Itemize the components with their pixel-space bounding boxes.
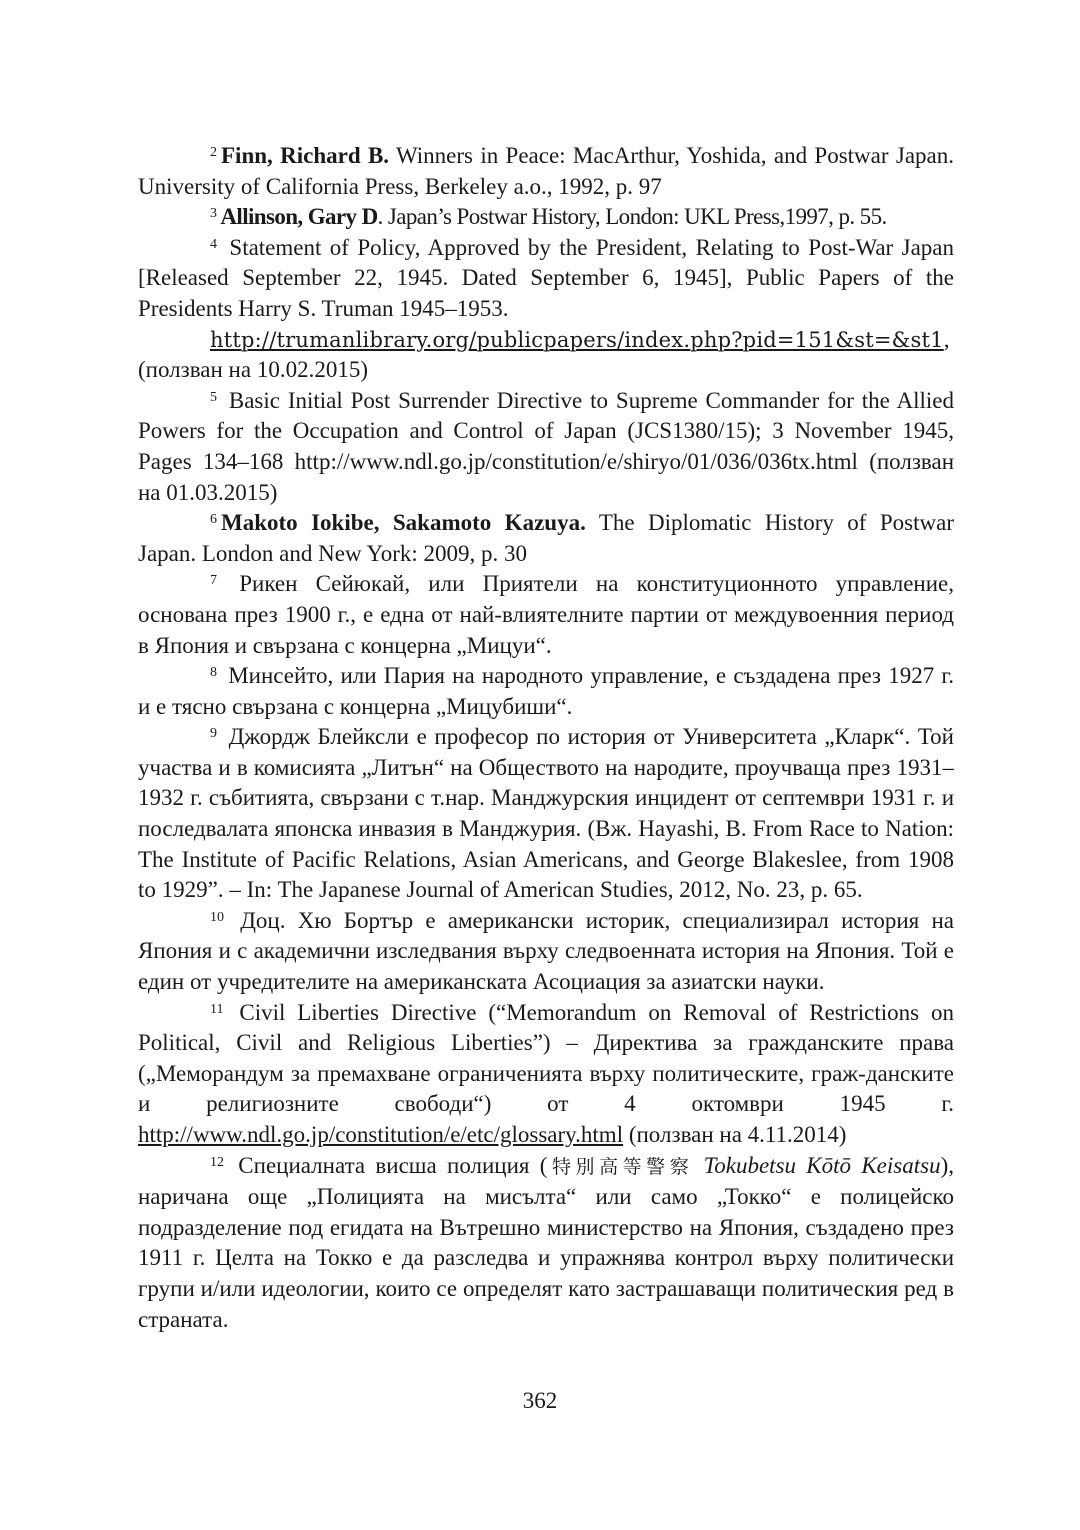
- footnote-author: Makoto Iokibe, Sakamoto Kazuya.: [221, 510, 586, 536]
- footnote-6: [138, 508, 954, 569]
- footnote-12: [138, 1151, 954, 1336]
- footnote-text: Basic Initial Post Surrender Directive to Supreme Commander for the Allied Powers for the Occupation and Control of Japan (JCS1380/15); 3 November 1945, Pages 134–168 http://www.ndl.go.jp/constitution/e/shiryo/01/036/036tx.html (ползван на 01.03.2015): [138, 387, 954, 505]
- footnote-number: 9: [210, 726, 217, 742]
- footnote-5: [138, 386, 954, 508]
- footnote-9: [138, 722, 954, 906]
- footnote-text: Доц. Хю Бортър е американски историк, специализирал история на Япония и с академични изследвания върху следвоенната история на Япония. Той е един от учредителите на американската Асоциация за азиатски науки.: [138, 907, 954, 995]
- japanese-term: 特別高等警察: [547, 1155, 694, 1178]
- truman-library-link[interactable]: http://trumanlibrary.org/publicpapers/index.php?pid=151&st=&st1: [210, 327, 944, 352]
- footnote-author: Allinson, Gary D: [220, 204, 378, 230]
- romaji-term: Tokubetsu Kōtō Keisatsu: [703, 1152, 941, 1178]
- footnote-text: Джордж Блейксли е професор по история от Университета „Кларк“. Той участва и в комисията „Литън“ на Обществото на народите, проучваща през 1931–1932 г. събитията, свързани с т.нар. Манджурския инцидент от септември 1931 г. и последвалата японска инвазия в Манджурия. (Вж. Hayashi, B. From Race to Nation: The Institute of Pacific Relations, Asian Americans, and George Blakeslee, from 1908 to 1929”. – In: The Japanese Journal of American Studies, 2012, No. 23, p. 65.: [138, 724, 954, 903]
- footnote-number: 5: [210, 389, 217, 405]
- footnote-access-date: (ползван на 4.11.2014): [623, 1122, 847, 1147]
- footnote-number: 7: [210, 573, 217, 589]
- footnote-text: Civil Liberties Directive (“Memorandum on Removal of Restrictions on Political, Civil and Religious Liberties”) – Директива за гражданските права („Меморандум за премахване ограниченията върху политическите, граж-данските и религиозните свободи“) от 4 октомври 1945 г.: [138, 999, 954, 1117]
- footnote-number: 11: [210, 1001, 224, 1017]
- footnote-number: 6: [210, 512, 217, 528]
- footnote-text: Рикен Сейюкай, или Приятели на конституционното управление, основана през 1900 г., е една от най-влиятелните партии от междувоенния период в Япония и свързана с концерна „Мицуи“.: [138, 571, 954, 658]
- footnote-8: [138, 661, 954, 722]
- footnote-2: [138, 141, 954, 202]
- footnote-text: Statement of Policy, Approved by the President, Relating to Post-War Japan [Released September 22, 1945. Dated September 6, 1945], Public Papers of the Presidents Harry S. Truman 1945–1953.: [138, 234, 954, 321]
- footnote-number: 4: [210, 236, 217, 252]
- footnote-number: 12: [210, 1154, 224, 1170]
- footnote-text: . Japan’s Postwar History, London: UKL Press,1997, p. 55.: [377, 204, 887, 230]
- footnote-7: [138, 569, 954, 661]
- footnote-number: 3: [210, 206, 217, 222]
- footnote-11: [138, 998, 954, 1151]
- footnote-text: Winners in Peace: MacArthur, Yoshida, and Postwar Japan. University of California Press, Berkeley a.o., 1992, p. 97: [138, 143, 954, 199]
- footnote-4: [138, 233, 954, 325]
- footnote-3: [138, 202, 954, 233]
- footnotes-block: [138, 141, 954, 1335]
- footnote-10: [138, 906, 954, 998]
- footnote-4-url-line: [138, 325, 954, 386]
- footnote-number: 2: [210, 145, 217, 160]
- footnote-number: 10: [210, 909, 224, 925]
- footnote-text: Минсейто, или Пария на народното управление, е създадена през 1927 г. и е тясно свързана с концерна „Мицубиши“.: [138, 663, 954, 719]
- ndl-glossary-link[interactable]: http://www.ndl.go.jp/constitution/e/etc/glossary.html: [138, 1122, 624, 1147]
- footnote-number: 8: [210, 665, 217, 681]
- footnote-text: ), наричана още „Полицията на мисълта“ или само „Токко“ е полицейско подразделение под егидата на Вътрешно министерство на Япония, създадено през 1911 г. Целта на Токко е да разследва и упражнява контрол върху политически групи и/или идеологии, които се определят като застрашаващи политическия ред в страната.: [138, 1152, 954, 1332]
- footnote-author: Finn, Richard B.: [221, 143, 390, 168]
- footnote-access-date: , (ползван на 10.02.2015): [138, 326, 950, 383]
- footnote-text: The Diplomatic History of Postwar Japan. London and New York: 2009, p. 30: [138, 510, 954, 566]
- footnote-text: Специалната висша полиция (: [228, 1152, 548, 1178]
- page-number: 362: [522, 1388, 558, 1413]
